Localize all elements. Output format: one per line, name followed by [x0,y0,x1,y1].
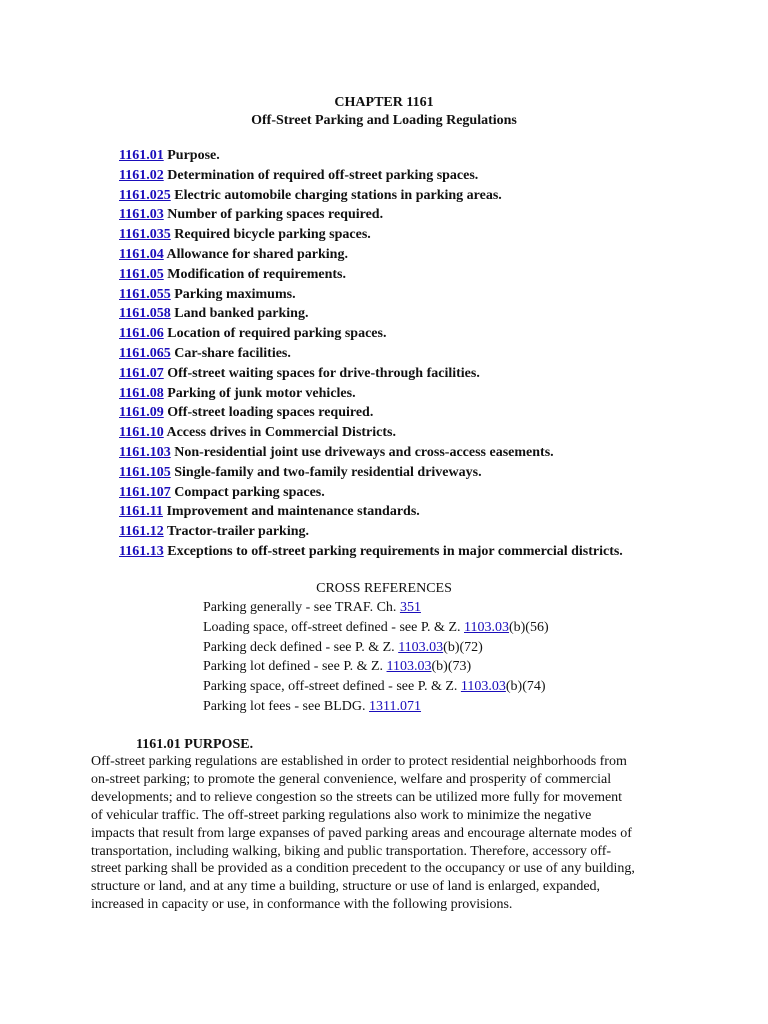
section-body-line: increased in capacity or use, in conformance with the following provisions. [91,897,513,913]
section-body-line: of vehicular traffic. The off-street parking regulations also work to minimize the negative [91,807,592,823]
toc-item [119,403,623,423]
section-body [91,753,691,914]
cross-reference-item [203,618,549,638]
cross-reference-item [203,657,549,677]
cross-reference-suffix: (b)(56) [508,619,549,635]
toc-section-link[interactable]: 1161.055 [119,286,171,302]
cross-references-list [203,598,549,717]
toc-section-link[interactable]: 1161.08 [119,385,164,401]
cross-reference-link[interactable]: 1311.071 [369,698,422,714]
toc-item [119,225,623,245]
toc-section-title: Number of parking spaces required. [167,207,384,223]
toc-section-title: Parking maximums. [174,286,296,302]
section-body-line: on-street parking; to promote the general convenience, welfare and prosperity of commercial [91,771,612,787]
toc-section-link[interactable]: 1161.05 [119,266,164,282]
toc-section-title: Off-street loading spaces required. [167,405,374,421]
toc-item [119,423,623,443]
toc-item [119,186,623,206]
toc-item [119,443,623,463]
toc-item [119,502,623,522]
toc-section-link[interactable]: 1161.12 [119,524,164,540]
cross-reference-suffix: (b)(74) [505,679,546,695]
section-body-line: impacts that result from large expanses of paved parking areas and encourage alternate modes of [91,825,632,841]
toc-section-link[interactable]: 1161.02 [119,167,164,183]
cross-references-heading: CROSS REFERENCES [316,581,452,596]
toc-section-title: Exceptions to off-street parking requirements in major commercial districts. [167,543,623,559]
toc-section-title: Access drives in Commercial Districts. [166,425,396,441]
cross-reference-item [203,638,549,658]
toc-section-link[interactable]: 1161.07 [119,365,164,381]
toc-item [119,205,623,225]
toc-item [119,522,623,542]
toc-item [119,285,623,305]
toc-item [119,304,623,324]
toc-section-title: Compact parking spaces. [174,484,325,500]
toc-item [119,483,623,503]
cross-reference-text: Loading space, off-street defined - see P. & Z. [203,619,461,635]
cross-reference-text: Parking space, off-street defined - see P. & Z. [203,679,458,695]
toc-section-title: Electric automobile charging stations in parking areas. [174,187,502,203]
toc-section-title: Modification of requirements. [167,266,346,282]
cross-reference-text: Parking lot fees - see BLDG. [203,698,366,714]
toc-section-link[interactable]: 1161.04 [119,246,164,262]
toc-item [119,542,623,562]
toc-section-title: Purpose. [167,148,220,163]
cross-reference-link[interactable]: 1103.03 [398,639,444,655]
cross-reference-suffix: (b)(72) [443,639,483,655]
cross-reference-item [203,677,549,697]
cross-reference-text: Parking deck defined - see P. & Z. [203,639,395,655]
cross-reference-link[interactable]: 1103.03 [386,659,432,675]
toc-section-link[interactable]: 1161.105 [119,464,171,480]
toc-section-title: Determination of required off-street parking spaces. [167,167,479,183]
cross-reference-item [203,697,549,717]
toc-section-link[interactable]: 1161.03 [119,207,164,223]
section-body-line: Off-street parking regulations are established in order to protect residential neighborhoods from [91,754,627,769]
cross-reference-text: Parking lot defined - see P. & Z. [203,659,384,675]
toc-section-title: Non-residential joint use driveways and cross-access easements. [174,444,554,460]
cross-reference-link[interactable]: 351 [399,600,421,615]
toc-section-link[interactable]: 1161.025 [119,187,171,203]
toc-item [119,384,623,404]
toc-section-title: Parking of junk motor vehicles. [167,385,356,401]
toc-section-title: Tractor-trailer parking. [166,524,310,540]
toc-item [119,245,623,265]
toc-section-title: Allowance for shared parking. [166,246,348,262]
toc-section-link[interactable]: 1161.065 [119,345,171,361]
chapter-number: CHAPTER 1161 [334,95,434,110]
section-body-line: structure or land, and at any time a building, structure or use of land is enlarged, expanded, [91,879,601,895]
cross-reference-item [203,598,549,618]
toc-section-link[interactable]: 1161.09 [119,405,164,421]
toc-section-link[interactable]: 1161.11 [119,504,163,520]
cross-reference-link[interactable]: 1103.03 [464,619,509,635]
cross-reference-text: Parking generally - see TRAF. Ch. [203,600,397,615]
toc-item [119,344,623,364]
toc-section-link[interactable]: 1161.103 [119,444,171,460]
toc-section-link[interactable]: 1161.10 [119,425,164,441]
toc-section-title: Off-street waiting spaces for drive-through facilities. [167,365,480,381]
toc-section-link[interactable]: 1161.01 [119,148,164,163]
section-body-line: transportation, including walking, biking and public transportation. Therefore, accessory off- [91,843,612,859]
toc-section-title: Improvement and maintenance standards. [166,504,420,520]
section-body-line: street parking shall be provided as a condition precedent to the occupancy or use of any building, [91,861,635,877]
toc-item [119,463,623,483]
cross-reference-suffix: (b)(73) [431,659,472,675]
section-body-line: developments; and to relieve congestion so the streets can be utilized more fully for movement [91,789,623,805]
section-heading: 1161.01 PURPOSE. [136,737,254,752]
toc-item [119,265,623,285]
toc-section-title: Car-share facilities. [174,345,291,361]
toc-item [119,146,623,166]
toc-section-link[interactable]: 1161.058 [119,306,171,322]
toc-section-link[interactable]: 1161.06 [119,326,164,342]
toc-section-link[interactable]: 1161.107 [119,484,171,500]
chapter-title: Off-Street Parking and Loading Regulations [251,113,517,128]
toc-item [119,166,623,186]
toc-section-title: Location of required parking spaces. [167,326,387,342]
toc-item [119,324,623,344]
toc-item [119,364,623,384]
toc-section-title: Single-family and two-family residential driveways. [174,464,482,480]
cross-reference-link[interactable]: 1103.03 [460,679,506,695]
toc-section-title: Required bicycle parking spaces. [174,227,371,243]
toc-section-link[interactable]: 1161.13 [119,543,164,559]
table-of-contents [119,146,623,562]
toc-section-link[interactable]: 1161.035 [119,227,171,243]
toc-section-title: Land banked parking. [174,306,309,322]
